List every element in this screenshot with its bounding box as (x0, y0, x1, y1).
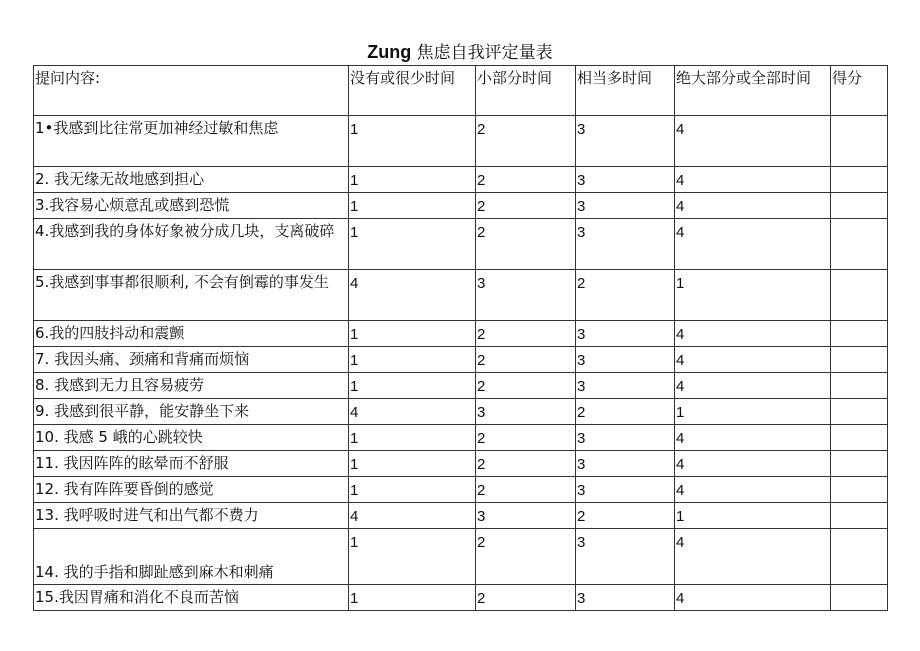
option-cell[interactable]: 2 (476, 321, 576, 347)
option-cell[interactable]: 4 (349, 503, 476, 529)
option-cell[interactable]: 2 (476, 116, 576, 167)
score-cell[interactable] (831, 193, 888, 219)
question-text: 10. 我感 5 峨的心跳较快 (34, 425, 349, 451)
option-cell[interactable]: 2 (476, 451, 576, 477)
option-cell[interactable]: 4 (675, 321, 831, 347)
option-cell[interactable]: 1 (349, 116, 476, 167)
option-cell[interactable]: 2 (476, 167, 576, 193)
option-cell[interactable]: 4 (675, 477, 831, 503)
option-cell[interactable]: 2 (576, 270, 675, 321)
option-cell[interactable]: 3 (576, 529, 675, 585)
option-cell[interactable]: 3 (576, 477, 675, 503)
table-row (34, 585, 888, 611)
option-cell[interactable]: 1 (349, 585, 476, 611)
option-cell[interactable]: 4 (675, 585, 831, 611)
option-cell[interactable]: 4 (675, 116, 831, 167)
header-row (34, 66, 888, 116)
option-cell[interactable]: 3 (576, 451, 675, 477)
question-text: 4.我感到我的身体好象被分成几块，支离破碎 (34, 219, 349, 270)
option-cell[interactable]: 2 (576, 399, 675, 425)
score-cell[interactable] (831, 270, 888, 321)
question-text: 11. 我因阵阵的眩晕而不舒服 (34, 451, 349, 477)
score-cell[interactable] (831, 167, 888, 193)
question-text: 2. 我无缘无故地感到担心 (34, 167, 349, 193)
table-row (34, 219, 888, 270)
table-row (34, 451, 888, 477)
title-latin: Zung (367, 42, 412, 62)
table-row (34, 116, 888, 167)
score-cell[interactable] (831, 373, 888, 399)
option-cell[interactable]: 2 (476, 529, 576, 585)
option-cell[interactable]: 3 (576, 219, 675, 270)
option-cell[interactable]: 1 (349, 425, 476, 451)
table-row (34, 270, 888, 321)
score-cell[interactable] (831, 321, 888, 347)
table-row (34, 503, 888, 529)
option-cell[interactable]: 1 (675, 399, 831, 425)
question-text: 1•我感到比往常更加神经过敏和焦虑 (34, 116, 349, 167)
score-cell[interactable] (831, 399, 888, 425)
option-cell[interactable]: 4 (349, 399, 476, 425)
score-cell[interactable] (831, 451, 888, 477)
option-cell[interactable]: 1 (675, 503, 831, 529)
option-cell[interactable]: 4 (349, 270, 476, 321)
option-cell[interactable]: 4 (675, 167, 831, 193)
title-rest: 焦虑自我评定量表 (411, 43, 553, 63)
score-cell[interactable] (831, 116, 888, 167)
option-cell[interactable]: 1 (349, 219, 476, 270)
question-text: 9. 我感到很平静，能安静坐下来 (34, 399, 349, 425)
question-text: 12. 我有阵阵要昏倒的感觉 (34, 477, 349, 503)
option-cell[interactable]: 3 (576, 373, 675, 399)
option-cell[interactable]: 1 (349, 477, 476, 503)
option-cell[interactable]: 4 (675, 347, 831, 373)
header-col-most: 绝大部分或全部时间 (675, 66, 831, 116)
option-cell[interactable]: 3 (576, 585, 675, 611)
option-cell[interactable]: 3 (576, 321, 675, 347)
score-cell[interactable] (831, 347, 888, 373)
header-item: 提问内容: (34, 66, 349, 116)
option-cell[interactable]: 1 (349, 347, 476, 373)
question-text: 8. 我感到无力且容易疲劳 (34, 373, 349, 399)
page-title (0, 40, 920, 65)
header-col-score: 得分 (831, 66, 888, 116)
option-cell[interactable]: 2 (476, 193, 576, 219)
option-cell[interactable]: 1 (349, 451, 476, 477)
table-row (34, 321, 888, 347)
option-cell[interactable]: 3 (576, 116, 675, 167)
option-cell[interactable]: 3 (576, 347, 675, 373)
option-cell[interactable]: 1 (349, 529, 476, 585)
option-cell[interactable]: 3 (576, 425, 675, 451)
question-text: 3.我容易心烦意乱或感到恐慌 (34, 193, 349, 219)
option-cell[interactable]: 1 (349, 167, 476, 193)
option-cell[interactable]: 2 (476, 425, 576, 451)
question-text: 6.我的四肢抖动和震颤 (34, 321, 349, 347)
option-cell[interactable]: 2 (476, 373, 576, 399)
option-cell[interactable]: 1 (349, 373, 476, 399)
option-cell[interactable]: 2 (476, 477, 576, 503)
table-row (34, 529, 888, 585)
score-cell[interactable] (831, 529, 888, 585)
table-row (34, 477, 888, 503)
score-cell[interactable] (831, 503, 888, 529)
question-text: 14. 我的手指和脚趾感到麻木和刺痛 (34, 529, 349, 585)
table-row (34, 425, 888, 451)
option-cell[interactable]: 1 (675, 270, 831, 321)
option-cell[interactable]: 3 (476, 503, 576, 529)
option-cell[interactable]: 4 (675, 373, 831, 399)
option-cell[interactable]: 4 (675, 193, 831, 219)
table-row (34, 167, 888, 193)
table-row (34, 373, 888, 399)
score-cell[interactable] (831, 477, 888, 503)
option-cell[interactable]: 2 (476, 347, 576, 373)
anxiety-scale-table (33, 65, 888, 611)
table-row (34, 399, 888, 425)
option-cell[interactable]: 2 (576, 503, 675, 529)
header-col-little: 小部分时间 (476, 66, 576, 116)
option-cell[interactable]: 4 (675, 451, 831, 477)
question-text: 5.我感到事事都很顺利, 不会有倒霉的事发生 (34, 270, 349, 321)
option-cell[interactable]: 4 (675, 219, 831, 270)
option-cell[interactable]: 4 (675, 425, 831, 451)
header-col-none: 没有或很少时间 (349, 66, 476, 116)
option-cell[interactable]: 2 (476, 219, 576, 270)
header-col-considerable: 相当多时间 (576, 66, 675, 116)
option-cell[interactable]: 4 (675, 529, 831, 585)
score-cell[interactable] (831, 425, 888, 451)
option-cell[interactable]: 1 (349, 193, 476, 219)
option-cell[interactable]: 3 (476, 270, 576, 321)
question-text: 13. 我呼吸时进气和出气都不费力 (34, 503, 349, 529)
score-cell[interactable] (831, 219, 888, 270)
table-row (34, 193, 888, 219)
option-cell[interactable]: 3 (576, 193, 675, 219)
question-text: 7. 我因头痛、颈痛和背痛而烦恼 (34, 347, 349, 373)
question-text: 15.我因胃痛和消化不良而苦恼 (34, 585, 349, 611)
option-cell[interactable]: 2 (476, 585, 576, 611)
option-cell[interactable]: 3 (576, 167, 675, 193)
option-cell[interactable]: 1 (349, 321, 476, 347)
table-row (34, 347, 888, 373)
score-cell[interactable] (831, 585, 888, 611)
option-cell[interactable]: 3 (476, 399, 576, 425)
